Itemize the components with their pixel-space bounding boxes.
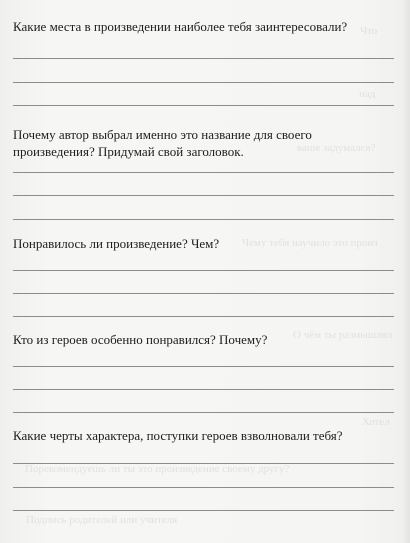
show-through-text-1: Что (360, 25, 378, 37)
page-edge-shadow (402, 0, 410, 543)
answer-line-1-2[interactable] (13, 82, 394, 83)
show-through-text-2: над (359, 88, 376, 100)
answer-line-2-2[interactable] (13, 195, 394, 196)
show-through-text-5: О чём ты размышлял (293, 329, 393, 341)
question-2: Почему автор выбрал именно это название для своего произведения? Придумай свой заголовок. (13, 127, 312, 159)
answer-line-4-3[interactable] (13, 412, 394, 413)
question-1: Какие места в произведении наиболее тебя заинтересовали? (13, 19, 348, 34)
show-through-text-6: Хотел (362, 416, 390, 428)
show-through-text-7: Порекомендуешь ли ты это произведение своему другу? (25, 463, 290, 475)
answer-line-3-2[interactable] (13, 293, 394, 294)
show-through-text-4: Чему тебя научило это произ (242, 237, 378, 249)
answer-line-5-2[interactable] (13, 487, 394, 488)
answer-line-3-3[interactable] (13, 316, 394, 317)
answer-line-4-2[interactable] (13, 389, 394, 390)
question-3: Понравилось ли произведение? Чем? (13, 236, 220, 251)
answer-line-4-1[interactable] (13, 366, 394, 367)
show-through-text-8: Подпись родителей или учителя (26, 514, 178, 526)
answer-line-5-3[interactable] (13, 510, 394, 511)
answer-line-1-3[interactable] (13, 105, 394, 106)
show-through-text-3: ваше задумался? (297, 142, 376, 154)
answer-line-2-1[interactable] (13, 172, 394, 173)
answer-line-5-1[interactable] (13, 463, 394, 464)
question-4: Кто из героев особенно понравился? Почему? (13, 332, 268, 347)
answer-line-2-3[interactable] (13, 219, 394, 220)
answer-line-1-1[interactable] (13, 58, 394, 59)
answer-line-3-1[interactable] (13, 270, 394, 271)
question-5: Какие черты характера, поступки героев взволновали тебя? (13, 428, 343, 443)
